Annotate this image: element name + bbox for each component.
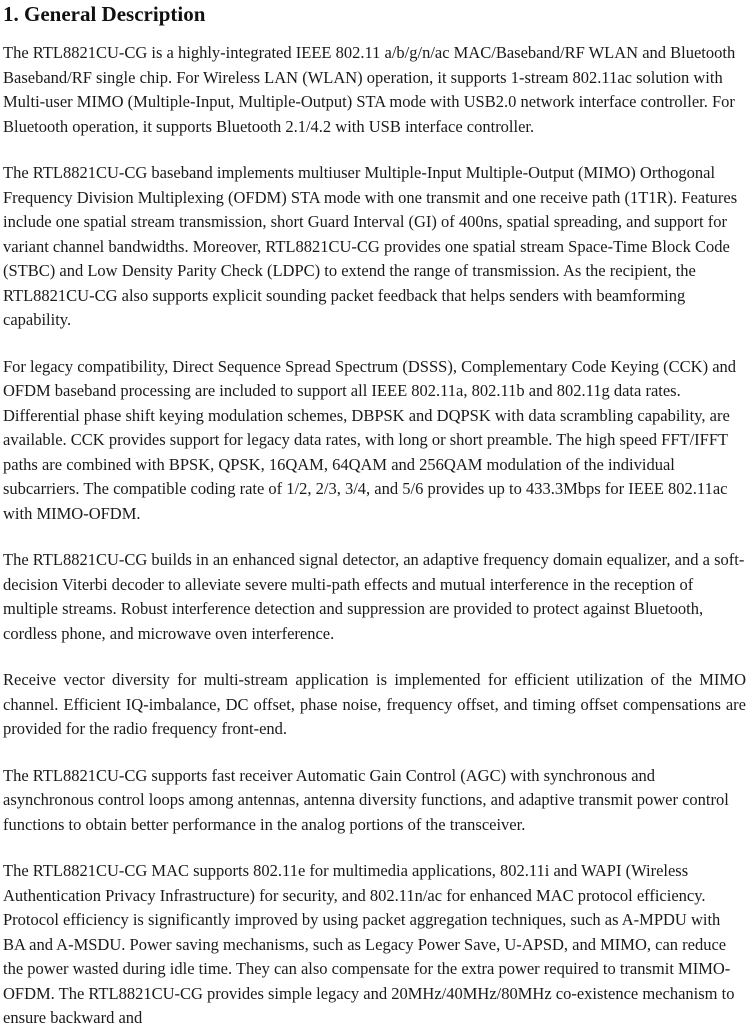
paragraph: The RTL8821CU-CG is a highly-integrated IEEE 802.11 a/b/g/n/ac MAC/Baseband/RF WLAN and Bluetooth Baseband/RF single chip. For Wireless LAN (WLAN) operation, it supports 1-stream 802.11ac solution with Multi-user MIMO (Multiple-Input, Multiple-Output) STA mode with USB2.0 network interface controller. For Bluetooth operation, it supports Bluetooth 2.1/4.2 with USB interface controller. (3, 43, 736, 136)
paragraph: The RTL8821CU-CG builds in an enhanced signal detector, an adaptive frequency domain equalizer, and a soft-decision Viterbi decoder to alleviate severe multi-path effects and mutual interference in the reception of multiple streams. Robust interference detection and suppression are provided to protect against Bluetooth, cordless phone, and microwave oven interference. (3, 550, 745, 643)
paragraph-container (3, 41, 746, 1031)
paragraph: For legacy compatibility, Direct Sequence Spread Spectrum (DSSS), Complementary Code Keying (CCK) and OFDM baseband processing are included to support all IEEE 802.11a, 802.11b and 802.11g data rates. Differential phase shift keying modulation schemes, DBPSK and DQPSK with data scrambling capability, are available. CCK provides support for legacy data rates, with long or short preamble. The high speed FFT/IFFT paths are combined with BPSK, QPSK, 16QAM, 64QAM and 256QAM modulation of the individual subcarriers. The compatible coding rate of 1/2, 2/3, 3/4, and 5/6 provides up to 433.3Mbps for IEEE 802.11ac with MIMO-OFDM. (3, 356, 737, 523)
paragraph: The RTL8821CU-CG baseband implements multiuser Multiple-Input Multiple-Output (MIMO) Orthogonal Frequency Division Multiplexing (OFDM) STA mode with one transmit and one receive path (1T1R). Features include one spatial stream transmission, short Guard Interval (GI) of 400ns, spatial spreading, and support for variant channel bandwidths. Moreover, RTL8821CU-CG provides one spatial stream Space-Time Block Code (STBC) and Low Density Parity Check (LDPC) to extend the range of transmission. As the recipient, the RTL8821CU-CG also supports explicit sounding packet feedback that helps senders with beamforming capability. (3, 163, 738, 330)
paragraph: The RTL8821CU-CG MAC supports 802.11e for multimedia applications, 802.11i and WAPI (Wireless Authentication Privacy Infrastructure) for security, and 802.11n/ac for enhanced MAC protocol efficiency. Protocol efficiency is significantly improved by using packet aggregation techniques, such as A-MPDU with BA and A-MSDU. Power saving mechanisms, such as Legacy Power Save, U-APSD, and MIMO, can reduce the power wasted during idle time. They can also compensate for the extra power required to transmit MIMO-OFDM. The RTL8821CU-CG provides simple legacy and 20MHz/40MHz/80MHz co-existence mechanism to ensure backward and (3, 861, 735, 1028)
paragraph: The RTL8821CU-CG supports fast receiver Automatic Gain Control (AGC) with synchronous and asynchronous control loops among antennas, antenna diversity functions, and adaptive transmit power control functions to obtain better performance in the analog portions of the transceiver. (3, 765, 729, 834)
paragraph: Receive vector diversity for multi-stream application is implemented for efficient utilization of the MIMO channel. Efficient IQ-imbalance, DC offset, phase noise, frequency offset, and timing offset compensations are provided for the radio frequency front-end. (3, 670, 746, 739)
section-heading: 1. General Description (3, 2, 206, 26)
